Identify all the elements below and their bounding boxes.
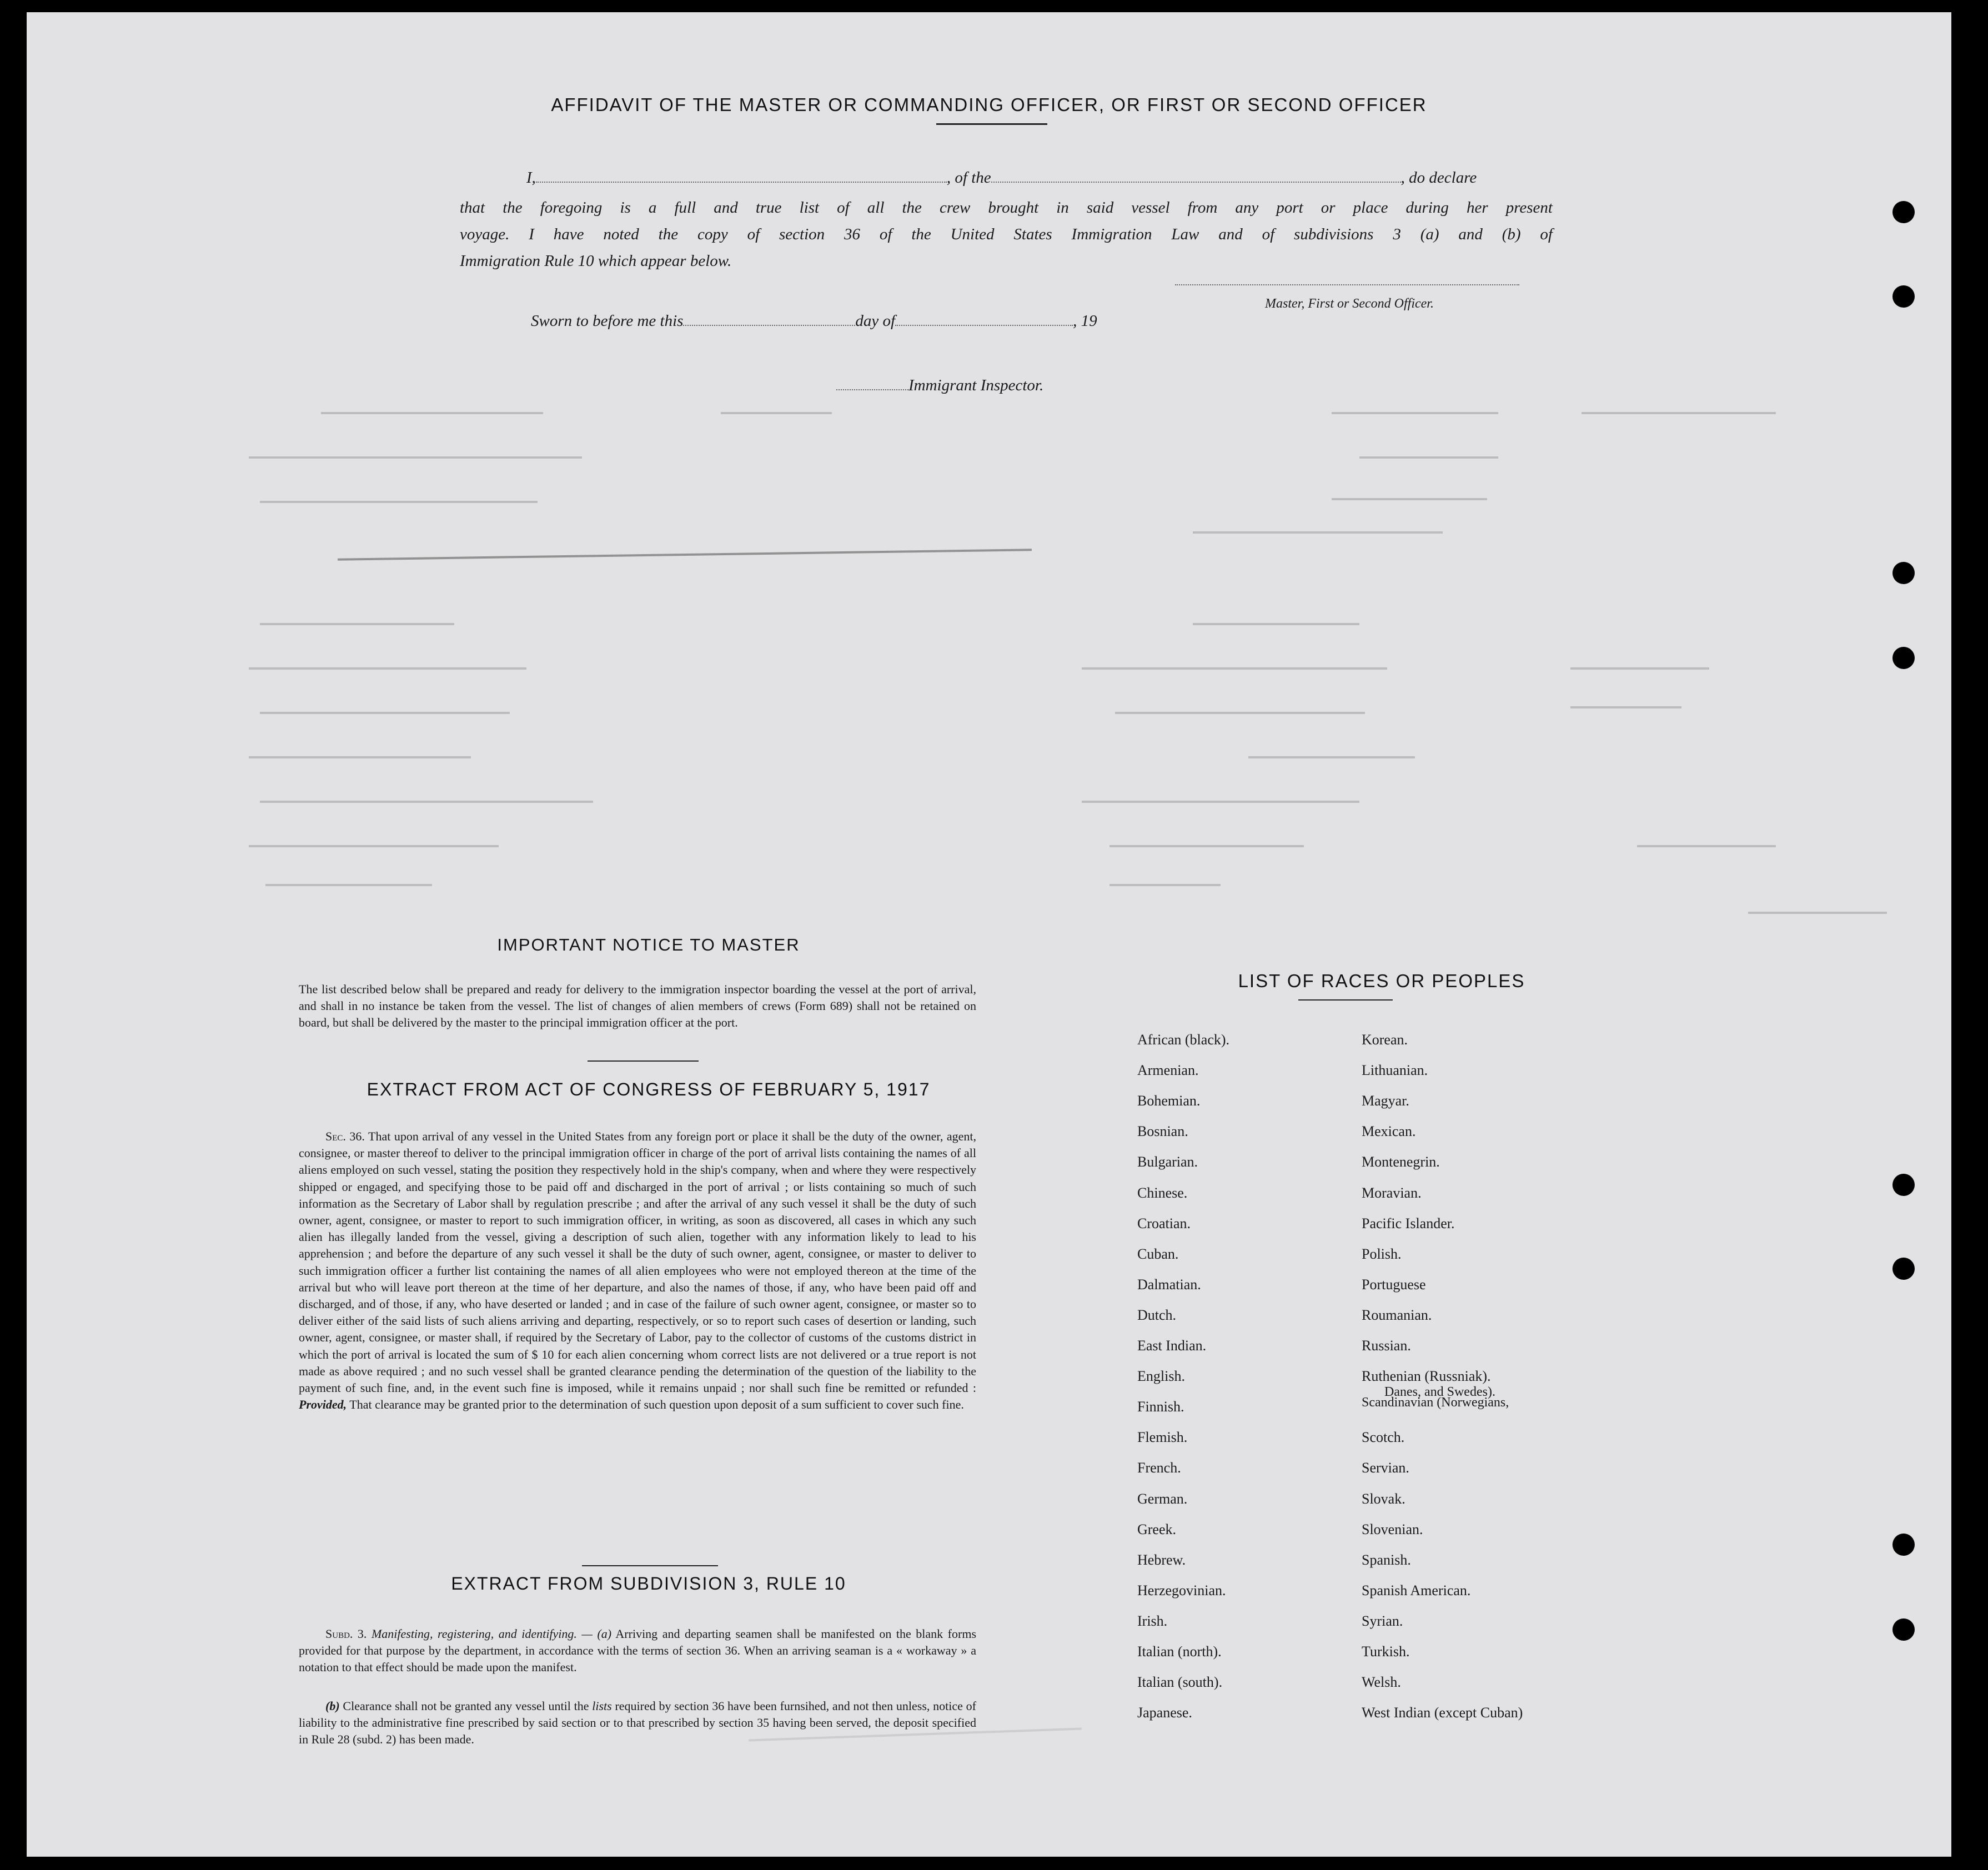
race-item: Spanish American. [1362, 1582, 1471, 1598]
race-item: Pacific Islander. [1362, 1215, 1455, 1231]
race-item: Dutch. [1137, 1306, 1177, 1323]
bleed-through-mark [265, 884, 432, 886]
bleed-through-mark [1248, 756, 1415, 758]
sworn-day-of: day of [855, 312, 896, 330]
race-item: Italian (north). [1137, 1643, 1222, 1660]
bleed-through-mark [1115, 712, 1365, 714]
rule-extract-text-b [299, 1698, 976, 1748]
race-item: Welsh. [1362, 1674, 1401, 1691]
b-text-2: required by section 36 have been furnsihed, and not then unless, notice of liability to the administrative fine prescribed by said section or to that prescribed by section 35 having been served, the deposit specified in Rule 28 (subd. 2) has been made. [299, 1699, 977, 1746]
inspector-line [836, 376, 1043, 395]
rule-extract-text-a [299, 1626, 976, 1676]
race-item: Cuban. [1137, 1245, 1179, 1262]
race-item: Japanese. [1137, 1705, 1192, 1721]
bleed-through-mark [1637, 845, 1776, 847]
races-title: LIST OF RACES OR PEOPLES [1238, 971, 1525, 991]
act-extract-text [299, 1128, 976, 1413]
race-item: French. [1137, 1460, 1181, 1476]
race-item: Spanish. [1362, 1551, 1411, 1568]
act-text-2: That clearance may be granted prior to the determination of such question upon deposit of a sum sufficient to cover such fine. [349, 1398, 964, 1412]
bleed-through-mark [1359, 456, 1498, 459]
declaration-i: I, [526, 169, 536, 187]
bleed-through-mark [1748, 912, 1887, 914]
binder-hole [1892, 647, 1915, 669]
race-item: Servian. [1362, 1460, 1409, 1476]
sec-label: Sec. 36. [325, 1129, 365, 1143]
bleed-through-mark [249, 756, 471, 758]
race-item: Roumanian. [1362, 1306, 1432, 1323]
b-label: (b) [325, 1699, 340, 1713]
race-item: Flemish. [1137, 1429, 1188, 1446]
binder-hole [1892, 285, 1915, 308]
race-item: Chinese. [1137, 1184, 1188, 1201]
bleed-through-mark [1193, 623, 1359, 625]
rule-extract-title: EXTRACT FROM SUBDIVISION 3, RULE 10 [451, 1574, 846, 1593]
b-text-1: Clearance shall not be granted any vessel until the [343, 1699, 589, 1713]
bleed-through-mark [249, 845, 499, 847]
inspector-blank[interactable] [836, 384, 908, 390]
race-item: Croatian. [1137, 1215, 1191, 1231]
binder-hole [1892, 1258, 1915, 1280]
sworn-month-blank[interactable] [895, 319, 1073, 326]
sworn-prefix: Sworn to before me this [531, 312, 684, 330]
binder-hole [1892, 1618, 1915, 1641]
bleed-through-mark [321, 412, 543, 414]
bleed-through-mark [1332, 498, 1487, 500]
subd-heading: Manifesting, registering, and identifying. — (a) [371, 1627, 612, 1641]
section-divider [582, 1565, 718, 1566]
race-item: Herzegovinian. [1137, 1582, 1226, 1598]
race-item: African (black). [1137, 1032, 1230, 1048]
declaration-line-3: voyage. I have noted the copy of section 36 of the United States Immigration Law and of subdivisions 3 (a) and (b) of [460, 225, 1553, 243]
race-item: Hebrew. [1137, 1551, 1186, 1568]
bleed-through-mark [260, 801, 593, 803]
declaration-of-the: , of the [946, 169, 991, 187]
race-item: Turkish. [1362, 1643, 1410, 1660]
subd-text: Arriving and departing seamen shall be manifested on the blank forms provided for that purpose by the department, in accordance with the terms of section 36. When an arriving seaman is a « workaway » a notation to that effect should be made upon the manifest. [299, 1627, 976, 1674]
sworn-year: , 19 [1073, 312, 1097, 330]
race-item: Bohemian. [1137, 1093, 1201, 1109]
declaration-line-2: that the foregoing is a full and true list of all the crew brought in said vessel from any port or place during her present [460, 199, 1553, 217]
race-item: Magyar. [1362, 1093, 1409, 1109]
bleed-through-mark [1082, 801, 1359, 803]
bleed-through-mark [249, 456, 582, 459]
declaration-line [526, 169, 1477, 187]
declaration-body [460, 194, 1553, 274]
race-item: Slovak. [1362, 1490, 1405, 1507]
bleed-through-mark [260, 501, 538, 503]
race-item: Finnish. [1137, 1399, 1184, 1415]
bleed-through-mark [721, 412, 832, 414]
race-item: Portuguese [1362, 1276, 1426, 1293]
document-page [27, 12, 1951, 1857]
race-item: Russian. [1362, 1338, 1411, 1354]
race-item: English. [1137, 1368, 1185, 1385]
races-title-rule [1298, 999, 1393, 1001]
race-item: Dalmatian. [1137, 1276, 1201, 1293]
race-item: Slovenian. [1362, 1521, 1423, 1537]
race-item: Syrian. [1362, 1612, 1403, 1629]
race-item: Montenegrin. [1362, 1154, 1440, 1170]
subd-label: Subd. 3. [325, 1627, 367, 1641]
race-item: Moravian. [1362, 1184, 1422, 1201]
declaration-line-4: Immigration Rule 10 which appear below. [460, 252, 732, 270]
race-item: Polish. [1362, 1245, 1402, 1262]
bleed-through-mark [260, 712, 510, 714]
act-text-1: That upon arrival of any vessel in the United States from any foreign port or place it shall be the duty of the owner, agent, consignee, or master thereof to deliver to the principal immigration officer in charge of the port of arrival lists containing the names of all aliens employed on such vessel, stating the position they respectively hold in the ship's company, when and where they were respectively shipped or engaged, and specifying those to be paid off and discharged in the port of arrival ; or lists containing so much of such information as the Secretary of Labor shall by regulation prescribe ; and after the arrival of any such vessel it shall be the duty of such owner, agent, consignee, or master to report to such immigration officer, in writing, as soon as discovered, all cases in which any such alien has illegally landed from the vessel, giving a description of such alien, together with any information likely to lead to his apprehension ; and before the departure of any such vessel it shall be the duty of such owner, agent, consignee, or master to deliver to such immigration officer a further list containing the names of all alien employees who were not employed thereon at the time of the arrival but who will leave port thereon at the time of her departure, and also the names of those, if any, who have been paid off and discharged, and of those, if any, who have deserted or landed ; and in case of the failure of such owner agent, consignee, or master so to deliver either of the said lists of such aliens arriving and departing, respectively, or so to report such cases of desertion or landing, such owner, agent, consignee, or master shall, if required by the Secretary of Labor, pay to the collector of customs of the customs district in which the port of arrival is located the sum of $ 10 for each alien concerning whom correct lists are not delivered or a true report is not made as above required ; and no such vessel shall be granted clearance pending the determination of the question of the liability to the payment of such fine, and, in the event such fine is imposed, while it remains unpaid ; nor shall such fine be remitted or refunded : [299, 1129, 977, 1395]
race-item: Mexican. [1362, 1123, 1416, 1140]
race-scandinavian-continuation: Danes, and Swedes). [1384, 1385, 1495, 1399]
binder-hole [1892, 562, 1915, 584]
bleed-through-mark [1110, 845, 1304, 847]
race-item: Scandinavian (Norwegians, [1362, 1395, 1509, 1410]
race-item: Bosnian. [1137, 1123, 1188, 1140]
bleed-through-mark [1110, 884, 1221, 886]
notice-title: IMPORTANT NOTICE TO MASTER [497, 935, 800, 954]
race-item: Irish. [1137, 1612, 1168, 1629]
bleed-through-mark [1570, 667, 1709, 670]
race-item: German. [1137, 1490, 1188, 1507]
signature-blank[interactable] [1175, 284, 1519, 285]
binder-hole [1892, 1534, 1915, 1556]
race-item: Korean. [1362, 1032, 1408, 1048]
signature-label: Master, First or Second Officer. [1265, 296, 1434, 311]
provided-label: Provided, [299, 1398, 347, 1412]
act-extract-title: EXTRACT FROM ACT OF CONGRESS OF FEBRUARY 5, 1917 [367, 1079, 931, 1099]
bleed-through-mark [260, 623, 454, 625]
race-item: West Indian (except Cuban) [1362, 1705, 1523, 1721]
bleed-through-mark [338, 549, 1032, 560]
section-divider [588, 1060, 699, 1062]
binder-hole [1892, 201, 1915, 223]
name-blank[interactable] [536, 176, 947, 183]
race-item: Bulgarian. [1137, 1154, 1198, 1170]
b-lists: lists [592, 1699, 612, 1713]
race-item: Scotch. [1362, 1429, 1405, 1446]
bleed-through-mark [1332, 412, 1498, 414]
notice-text: The list described below shall be prepared and ready for delivery to the immigration inspector boarding the vessel at the port of arrival, and shall in no instance be taken from the vessel. The list of changes of alien members of crews (Form 689) shall not be retained on board, but shall be delivered by the master to the principal immigration officer at the port. [299, 982, 976, 1029]
bleed-through-mark [1570, 706, 1681, 708]
race-item: Armenian. [1137, 1062, 1199, 1079]
race-item: Ruthenian (Russniak). [1362, 1368, 1491, 1385]
sworn-line [531, 312, 1097, 330]
race-item: Greek. [1137, 1521, 1177, 1537]
binder-hole [1892, 1174, 1915, 1196]
bleed-through-mark [1582, 412, 1776, 414]
race-item: East Indian. [1137, 1338, 1207, 1354]
bleed-through-mark [1193, 531, 1443, 534]
race-item: Lithuanian. [1362, 1062, 1428, 1079]
title-rule [936, 123, 1047, 125]
declaration-do-declare: , do declare [1400, 169, 1477, 187]
bleed-through-mark [249, 667, 526, 670]
race-item: Italian (south). [1137, 1674, 1223, 1691]
inspector-label: Immigrant Inspector. [908, 376, 1044, 394]
bleed-through-mark [1082, 667, 1387, 670]
vessel-blank[interactable] [991, 176, 1401, 183]
affidavit-title: AFFIDAVIT OF THE MASTER OR COMMANDING OFFICER, OR FIRST OR SECOND OFFICER [551, 94, 1427, 115]
sworn-day-blank[interactable] [683, 319, 855, 326]
